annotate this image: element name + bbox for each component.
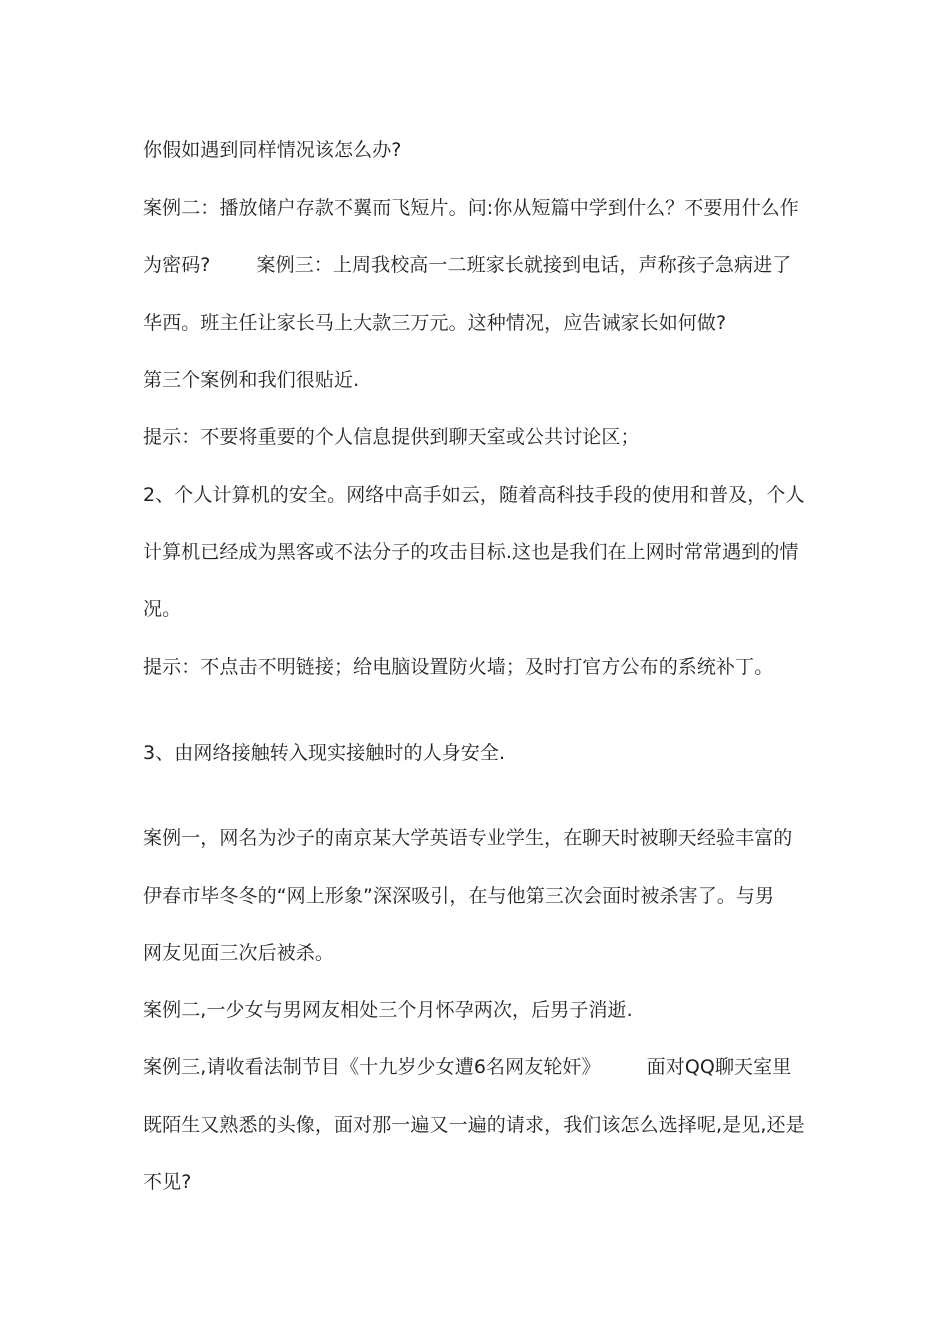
- text-line: 案例二：播放储户存款不翼而飞短片。问:你从短篇中学到什么？不要用什么作: [143, 197, 799, 219]
- text-line: 华西。班主任让家长马上大款三万元。这种情况，应告诫家长如何做?: [143, 312, 727, 334]
- text-segment: 面对QQ聊天室里: [646, 1056, 792, 1078]
- text-line: 你假如遇到同样情况该怎么办?: [143, 139, 402, 161]
- text-line: 计算机已经成为黑客或不法分子的攻击目标.这也是我们在上网时常常遇到的情: [143, 541, 799, 563]
- text-line: 况。: [143, 598, 182, 620]
- text-line: 第三个案例和我们很贴近.: [143, 369, 360, 391]
- text-line: 伊春市毕冬冬的“网上形象”深深吸引，在与他第三次会面时被杀害了。与男: [143, 885, 775, 907]
- text-line: 2、个人计算机的安全。网络中高手如云，随着高科技手段的使用和普及，个人: [143, 484, 805, 506]
- text-line: 既陌生又熟悉的头像，面对那一遍又一遍的请求，我们该怎么选择呢,是见,还是: [143, 1114, 805, 1136]
- text-line: 案例一，网名为沙子的南京某大学英语专业学生，在聊天时被聊天经验丰富的: [143, 827, 793, 849]
- text-segment: 为密码?: [143, 254, 211, 276]
- text-segment: 案例三,请收看法制节目《十九岁少女遭6名网友轮奸》: [143, 1056, 601, 1078]
- text-line: 3、由网络接触转入现实接触时的人身安全.: [143, 742, 506, 764]
- text-line: [143, 252, 813, 278]
- text-line: 提示：不要将重要的个人信息提供到聊天室或公共讨论区；: [143, 426, 640, 448]
- text-line: 不见?: [143, 1171, 192, 1193]
- text-line: 案例二,一少女与男网友相处三个月怀孕两次，后男子消逝.: [143, 999, 633, 1021]
- text-line: 网友见面三次后被杀。: [143, 942, 335, 964]
- text-line: [143, 1054, 813, 1080]
- text-segment: 案例三：上周我校高一二班家长就接到电话，声称孩子急病进了: [256, 254, 792, 276]
- text-line: 提示：不点击不明链接；给电脑设置防火墙；及时打官方公布的系统补丁。: [143, 656, 774, 678]
